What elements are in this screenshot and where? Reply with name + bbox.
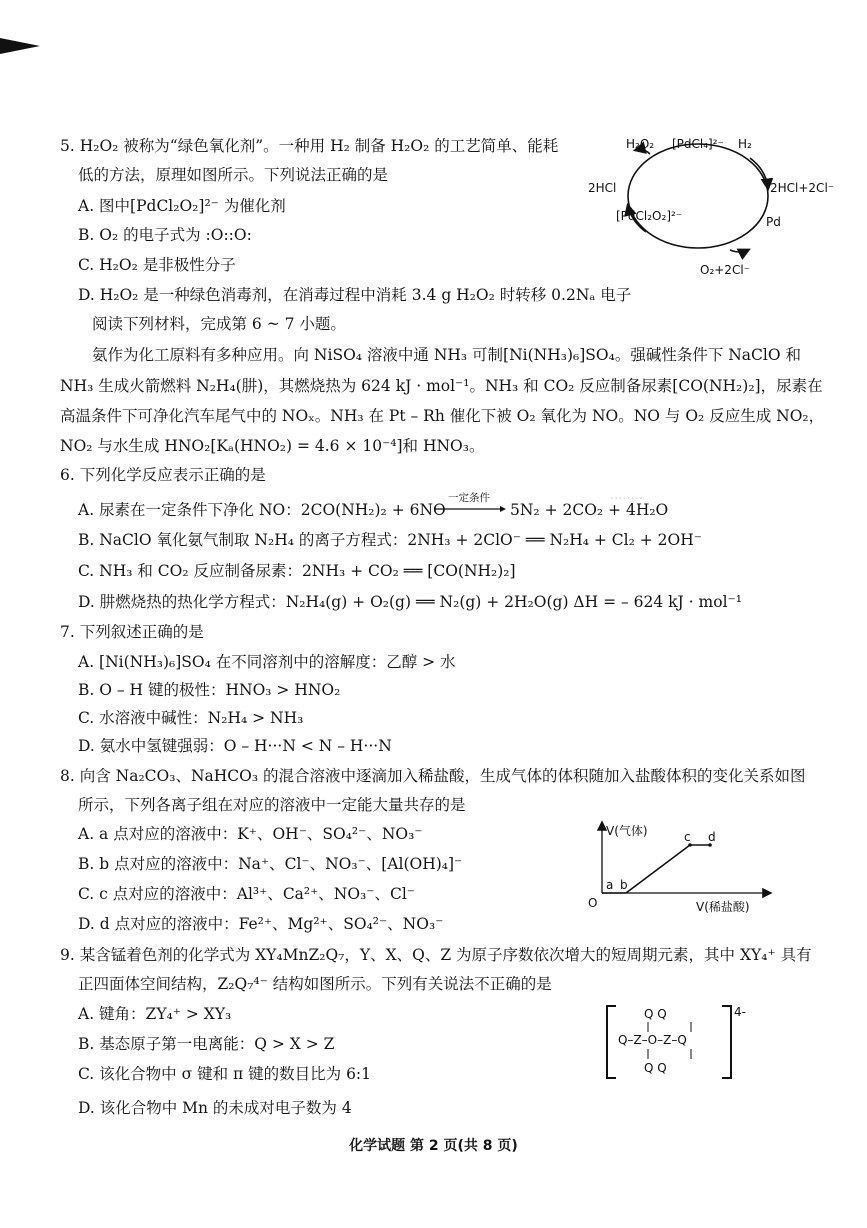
- graph-origin-label: O: [588, 896, 598, 910]
- graph-point-d-label: d: [708, 830, 716, 844]
- q8-stem-line2: 所示，下列各离子组在对应的溶液中一定能大量共存的是: [78, 796, 466, 814]
- diagram-label-h2: H₂: [738, 137, 752, 151]
- q7-option-c: C. 水溶液中碱性：N₂H₄ > NH₃: [78, 709, 304, 727]
- q8-gas-volume-graph: [580, 815, 780, 915]
- structure-charge: 4-: [734, 1005, 746, 1019]
- cycle-arrow-bottom: [730, 250, 748, 252]
- q9-z2q7-structure: [606, 1004, 756, 1078]
- q7-stem: 7. 下列叙述正确的是: [60, 623, 204, 641]
- diagram-label-h2o2: H₂O₂: [626, 137, 655, 151]
- q6-option-b: B. NaClO 氧化氨气制取 N₂H₄ 的离子方程式：2NH₃ + 2ClO⁻ ══ N₂H₄ + Cl₂ + 2OH⁻: [78, 531, 702, 549]
- q5-option-b: B. O₂ 的电子式为 :O::O:: [78, 226, 252, 244]
- reading-paragraph-line1: 氨作为化工原料有多种应用。向 NiSO₄ 溶液中通 NH₃ 可制[Ni(NH₃)₆]SO₄。强碱性条件下 NaClO 和: [92, 346, 801, 364]
- q7-option-d: D. 氨水中氢键强弱：O – H···N < N – H···N: [78, 737, 392, 755]
- diagram-label-o2-2cl: O₂+2Cl⁻: [700, 263, 750, 277]
- q8-option-c: C. c 点对应的溶液中：Al³⁺、Ca²⁺、NO₃⁻、Cl⁻: [78, 885, 415, 903]
- q8-option-a: A. a 点对应的溶液中：K⁺、OH⁻、SO₄²⁻、NO₃⁻: [78, 825, 423, 843]
- graph-x-label: V(稀盐酸): [696, 900, 750, 914]
- q5-option-c: C. H₂O₂ 是非极性分子: [78, 256, 236, 274]
- q6-option-a-right: 5N₂ + 2CO₂ + 4H₂O: [510, 501, 669, 519]
- q5-catalytic-cycle-diagram: [580, 128, 840, 280]
- q6-stem: 6. 下列化学反应表示正确的是: [60, 466, 266, 484]
- diagram-label-pd: Pd: [766, 215, 781, 229]
- q6-option-a-left: A. 尿素在一定条件下净化 NO：2CO(NH₂)₂ + 6NO: [78, 501, 446, 519]
- graph-curve: [602, 845, 710, 893]
- q5-stem-line2: 低的方法，原理如图所示。下列说法正确的是: [78, 166, 389, 184]
- q9-stem-line1: 9. 某含锰着色剂的化学式为 XY₄MnZ₂Q₇，Y、X、Q、Z 为原子序数依次增大的短周期元素，其中 XY₄⁺ 具有: [60, 946, 812, 964]
- q8-stem-line1: 8. 向含 Na₂CO₃、NaHCO₃ 的混合溶液中逐滴加入稀盐酸，生成气体的体积随加入盐酸体积的变化关系如图: [60, 767, 806, 785]
- diagram-label-pdcl4: [PdCl₄]²⁻: [672, 137, 724, 151]
- q8-option-b: B. b 点对应的溶液中：Na⁺、Cl⁻、NO₃⁻、[Al(OH)₄]⁻: [78, 855, 463, 873]
- diagram-label-2hcl: 2HCl: [588, 181, 617, 195]
- q9-option-c: C. 该化合物中 σ 键和 π 键的数目比为 6:1: [78, 1065, 372, 1083]
- page-footer: 化学试题 第 2 页(共 8 页): [349, 1138, 518, 1154]
- diagram-label-2hcl-2cl: 2HCl+2Cl⁻: [770, 181, 835, 195]
- reading-paragraph-line3: 高温条件下可净化汽车尾气中的 NOₓ。NH₃ 在 Pt – Rh 催化下被 O₂ 氧化为 NO。NO 与 O₂ 反应生成 NO₂，: [60, 407, 825, 425]
- reading-paragraph-line4: NO₂ 与水生成 HNO₂[Kₐ(HNO₂) = 4.6 × 10⁻⁴]和 HNO₃。: [60, 437, 485, 455]
- page-corner-mark: [0, 38, 40, 54]
- structure-bottom-row: Q Q: [644, 1061, 667, 1075]
- q9-stem-line2: 正四面体空间结构，Z₂Q₇⁴⁻ 结构如图所示。下列有关说法不正确的是: [78, 975, 552, 993]
- q7-option-a: A. [Ni(NH₃)₆]SO₄ 在不同溶剂中的溶解度：乙醇 > 水: [78, 653, 456, 671]
- q5-option-d: D. H₂O₂ 是一种绿色消毒剂，在消毒过程中消耗 3.4 g H₂O₂ 时转移 0.2Nₐ 电子: [78, 286, 632, 304]
- bleed-through-text: ........: [610, 488, 644, 503]
- q5-option-a: A. 图中[PdCl₂O₂]²⁻ 为催化剂: [78, 197, 286, 215]
- q6-option-d: D. 肼燃烧热的热化学方程式：N₂H₄(g) + O₂(g) ══ N₂(g) + 2H₂O(g) ΔH = – 624 kJ · mol⁻¹: [78, 593, 742, 611]
- diagram-label-pdcl2o2: [PdCl₂O₂]²⁻: [616, 209, 683, 223]
- q6-reaction-arrow: [434, 505, 506, 513]
- graph-y-label: V(气体): [606, 824, 648, 838]
- structure-middle-row: Q–Z–O–Z–Q: [618, 1033, 687, 1047]
- cycle-ring: [628, 144, 768, 248]
- q8-option-d: D. d 点对应的溶液中：Fe²⁺、Mg²⁺、SO₄²⁻、NO₃⁻: [78, 915, 444, 933]
- reading-paragraph-line2: NH₃ 生成火箭燃料 N₂H₄(肼)，其燃烧热为 624 kJ · mol⁻¹。NH₃ 和 CO₂ 反应制备尿素[CO(NH₂)₂]，尿素在: [60, 377, 823, 395]
- graph-point-b-label: b: [620, 878, 628, 892]
- q7-option-b: B. O – H 键的极性：HNO₃ > HNO₂: [78, 681, 341, 699]
- structure-top-row: Q Q: [644, 1007, 667, 1021]
- q5-stem-line1: 5. H₂O₂ 被称为“绿色氧化剂”。一种用 H₂ 制备 H₂O₂ 的工艺简单、能耗: [60, 137, 559, 155]
- q9-option-b: B. 基态原子第一电离能：Q > X > Z: [78, 1035, 335, 1053]
- q6-option-c: C. NH₃ 和 CO₂ 反应制备尿素：2NH₃ + CO₂ ══ [CO(NH₂)₂]: [78, 562, 516, 580]
- graph-point-a-label: a: [606, 878, 614, 892]
- q9-option-a: A. 键角：ZY₄⁺ > XY₃: [78, 1005, 232, 1023]
- graph-point-c-label: c: [684, 830, 691, 844]
- q9-option-d: D. 该化合物中 Mn 的未成对电子数为 4: [78, 1099, 352, 1117]
- reading-intro: 阅读下列材料，完成第 6 ~ 7 小题。: [92, 315, 346, 333]
- q6-option-a-condition: 一定条件: [448, 492, 490, 504]
